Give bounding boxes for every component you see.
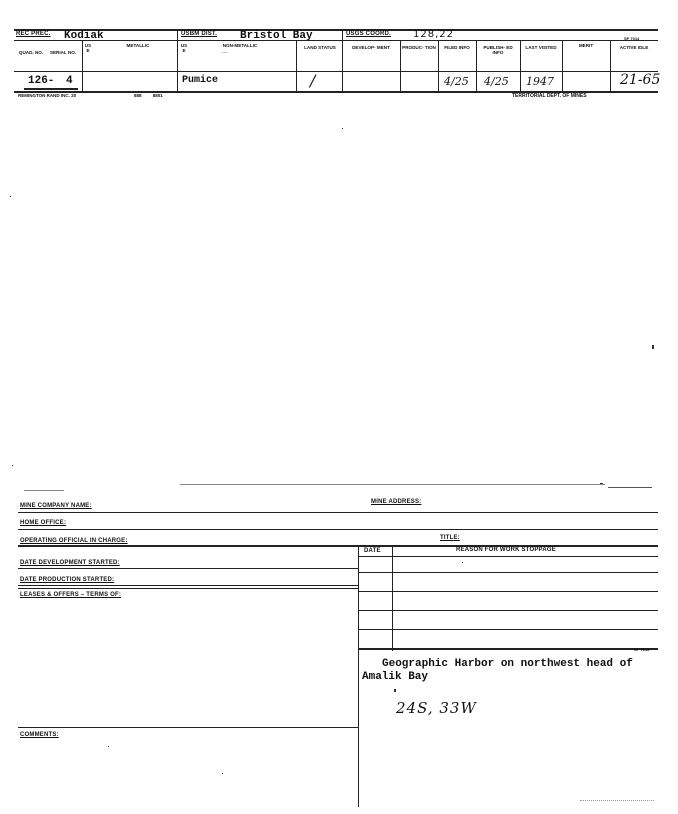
handwritten-coordinates: 24S, 33W bbox=[396, 699, 477, 717]
col-published-info: PUBLISH- ED INFO bbox=[483, 45, 513, 55]
location-line-2: Amalik Bay bbox=[362, 671, 429, 683]
form-number-bottom: SP 7015 bbox=[634, 647, 650, 652]
row-quad-no: 126- bbox=[28, 75, 55, 87]
row-land-status: / bbox=[310, 71, 316, 90]
col-land-status: LAND STATUS bbox=[304, 45, 336, 50]
col-serial-no: SERIAL NO. bbox=[49, 50, 77, 55]
footer-dept: TERRITORIAL DEPT. OF MINES bbox=[512, 93, 587, 99]
col-last-visited: LAST VISITED bbox=[525, 45, 557, 50]
date-development-label: DATE DEVELOPMENT STARTED: bbox=[20, 560, 120, 566]
usgs-coord-value: 128,22 bbox=[413, 29, 454, 40]
col-development: DEVELOP- MENT bbox=[352, 45, 390, 50]
footer-printer: REMINGTON RAND INC. 20 bbox=[18, 93, 77, 98]
row-published-info: 4/25 bbox=[484, 75, 509, 88]
usbm-dist-label: USBM DIST. bbox=[181, 31, 218, 37]
col-merit: MERIT bbox=[578, 43, 594, 48]
usgs-coord-label: USGS COORD. bbox=[346, 31, 391, 37]
title-label: TITLE: bbox=[440, 535, 460, 541]
date-production-label: DATE PRODUCTION STARTED: bbox=[20, 577, 115, 583]
row-active-idle: 21-65 bbox=[620, 72, 661, 88]
home-office-label: HOME OFFICE: bbox=[20, 520, 67, 526]
usbm-dist-value: Bristol Bay bbox=[240, 30, 313, 42]
col-filed-info: FILED INFO bbox=[444, 45, 470, 50]
row-serial-no: 4 bbox=[66, 75, 73, 87]
leases-label: LEASES & OFFERS – TERMS OF: bbox=[20, 592, 122, 598]
col-quad-no: QUAD. NO. bbox=[18, 50, 44, 55]
footer-printer-code: 888 8801 bbox=[134, 93, 163, 98]
row-non-metallic: Pumice bbox=[182, 75, 219, 86]
row-filed-info: 4/25 bbox=[444, 75, 469, 88]
col-non-metallic: NON-METALLIC bbox=[222, 43, 258, 48]
row-last-visited: 1947 bbox=[526, 75, 554, 88]
rec-prec-value: Kodiak bbox=[64, 30, 104, 42]
date-header: DATE bbox=[364, 548, 381, 554]
col-metallic: METALLIC bbox=[126, 43, 150, 48]
col-production: PRODUC- TION bbox=[402, 45, 436, 50]
col-use-metallic: USE bbox=[84, 43, 92, 53]
col-active-idle: ACTIVE IDLE bbox=[619, 45, 649, 50]
faint-scan-mark bbox=[580, 800, 654, 801]
operating-official-label: OPERATING OFFICIAL IN CHARGE: bbox=[20, 538, 128, 544]
location-line-1: Geographic Harbor on northwest head of bbox=[382, 658, 633, 670]
form-number-top: SP 7014 bbox=[624, 36, 640, 41]
comments-label: COMMENTS: bbox=[20, 732, 59, 738]
col-use-nonmetallic: USE bbox=[180, 43, 188, 53]
mine-company-name-label: MINE COMPANY NAME: bbox=[20, 503, 92, 509]
mine-address-label: MINE ADDRESS: bbox=[371, 499, 422, 505]
rec-prec-label: REC PREC. bbox=[16, 31, 51, 37]
reason-header: REASON FOR WORK STOPPAGE bbox=[456, 547, 556, 553]
